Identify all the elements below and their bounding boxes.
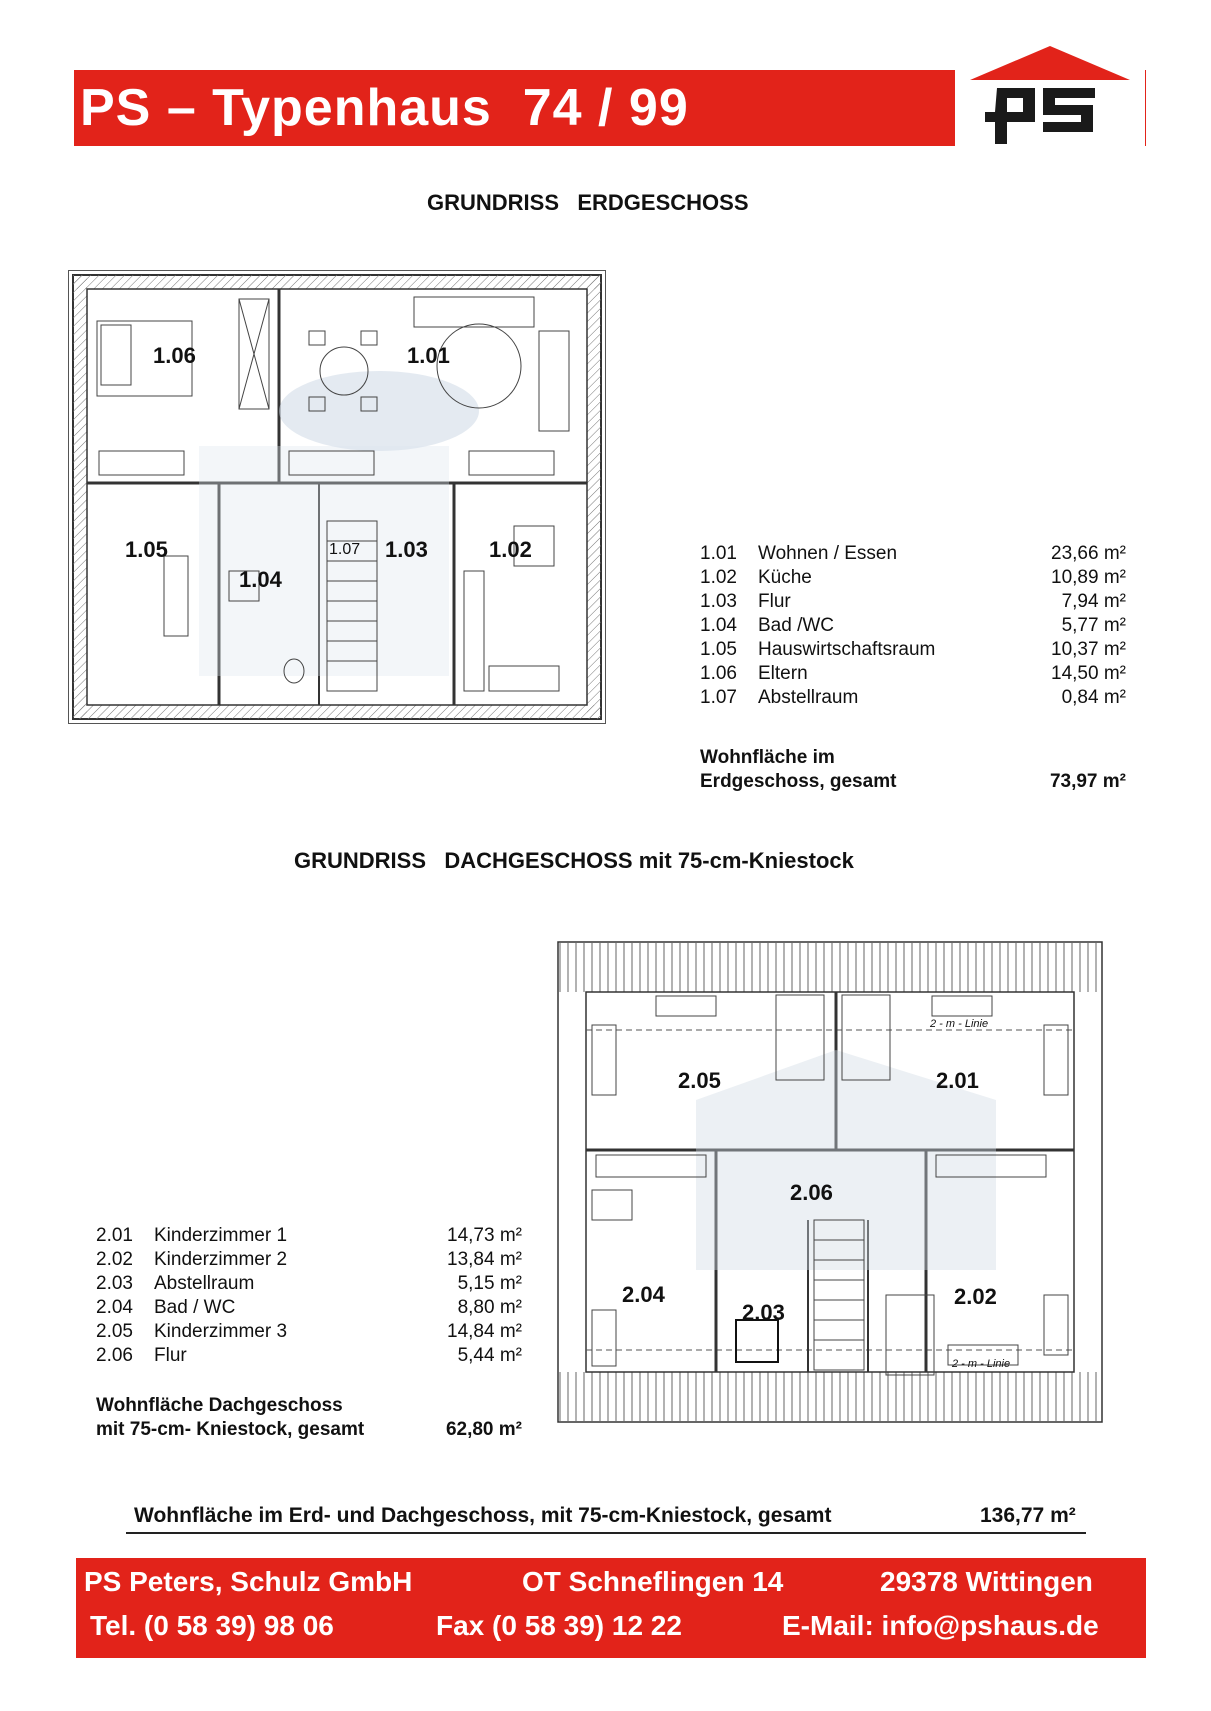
- dg-total-label-1: Wohnfläche Dachgeschoss: [96, 1395, 343, 1416]
- eg-title: GRUNDRISS ERDGESCHOSS: [427, 190, 749, 215]
- dg-title: GRUNDRISS DACHGESCHOSS mit 75-cm-Kniestock: [294, 848, 854, 873]
- dg-label-2-05: 2.05: [678, 1068, 721, 1093]
- table-row: 1.04 Bad /WC 5,77 m²: [700, 615, 1126, 636]
- dg-room-table: [96, 1224, 522, 1442]
- table-row: 1.06 Eltern 14,50 m²: [700, 663, 1126, 684]
- dg-label-2-01: 2.01: [936, 1068, 979, 1093]
- table-row: 2.01 Kinderzimmer 1 14,73 m²: [96, 1225, 522, 1246]
- footer-city: 29378 Wittingen: [880, 1566, 1093, 1597]
- footer-company: PS Peters, Schulz GmbH: [84, 1566, 413, 1597]
- page-title: PS – Typenhaus 74 / 99: [80, 79, 689, 137]
- eg-total-label-1: Wohnfläche im: [700, 747, 835, 768]
- dg-total-row: mit 75-cm- Kniestock, gesamt 62,80 m²: [96, 1419, 522, 1440]
- table-row: 2.03 Abstellraum 5,15 m²: [96, 1273, 522, 1294]
- table-row: 1.02 Küche 10,89 m²: [700, 567, 1126, 588]
- grand-total-value: 136,77 m²: [980, 1504, 1076, 1527]
- eg-room-table: [700, 542, 1126, 794]
- grand-total-label: Wohnfläche im Erd- und Dachgeschoss, mit 75-cm-Kniestock, gesamt: [134, 1504, 832, 1527]
- dg-label-2m-line-top: 2 - m - Linie: [930, 1018, 989, 1030]
- dg-label-2-02: 2.02: [954, 1284, 997, 1309]
- grand-total-underline: [126, 1532, 1086, 1534]
- footer-email[interactable]: E-Mail: info@pshaus.de: [782, 1610, 1099, 1641]
- eg-label-1-05: 1.05: [125, 537, 168, 562]
- eg-label-1-07: 1.07: [329, 541, 361, 558]
- table-row: 2.04 Bad / WC 8,80 m²: [96, 1297, 522, 1318]
- eg-label-1-06: 1.06: [153, 343, 196, 368]
- dg-label-2-06: 2.06: [790, 1180, 833, 1205]
- table-row: 1.05 Hauswirtschaftsraum 10,37 m²: [700, 639, 1126, 660]
- footer-fax: Fax (0 58 39) 12 22: [436, 1610, 682, 1641]
- dg-floor-plan: [556, 940, 1104, 1424]
- eg-label-1-02: 1.02: [489, 537, 532, 562]
- table-row: 1.03 Flur 7,94 m²: [700, 591, 1126, 612]
- dg-label-2-04: 2.04: [622, 1282, 665, 1307]
- table-row: 2.02 Kinderzimmer 2 13,84 m²: [96, 1249, 522, 1270]
- eg-label-1-04: 1.04: [239, 567, 282, 592]
- dg-label-2-03: 2.03: [742, 1300, 785, 1325]
- table-row: 1.07 Abstellraum 0,84 m²: [700, 687, 1126, 708]
- footer-street: OT Schneflingen 14: [522, 1566, 784, 1597]
- table-row: 1.01 Wohnen / Essen 23,66 m²: [700, 543, 1126, 564]
- table-row: 2.06 Flur 5,44 m²: [96, 1345, 522, 1366]
- eg-floor-plan: [68, 270, 606, 724]
- footer-tel: Tel. (0 58 39) 98 06: [90, 1610, 334, 1641]
- eg-label-1-03: 1.03: [385, 537, 428, 562]
- eg-total-row: Erdgeschoss, gesamt 73,97 m²: [700, 771, 1126, 792]
- company-logo: [955, 44, 1145, 154]
- eg-label-1-01: 1.01: [407, 343, 450, 368]
- footer-banner: [76, 1558, 1146, 1658]
- dg-label-2m-line-bottom: 2 - m - Linie: [952, 1358, 1011, 1370]
- table-row: 2.05 Kinderzimmer 3 14,84 m²: [96, 1321, 522, 1342]
